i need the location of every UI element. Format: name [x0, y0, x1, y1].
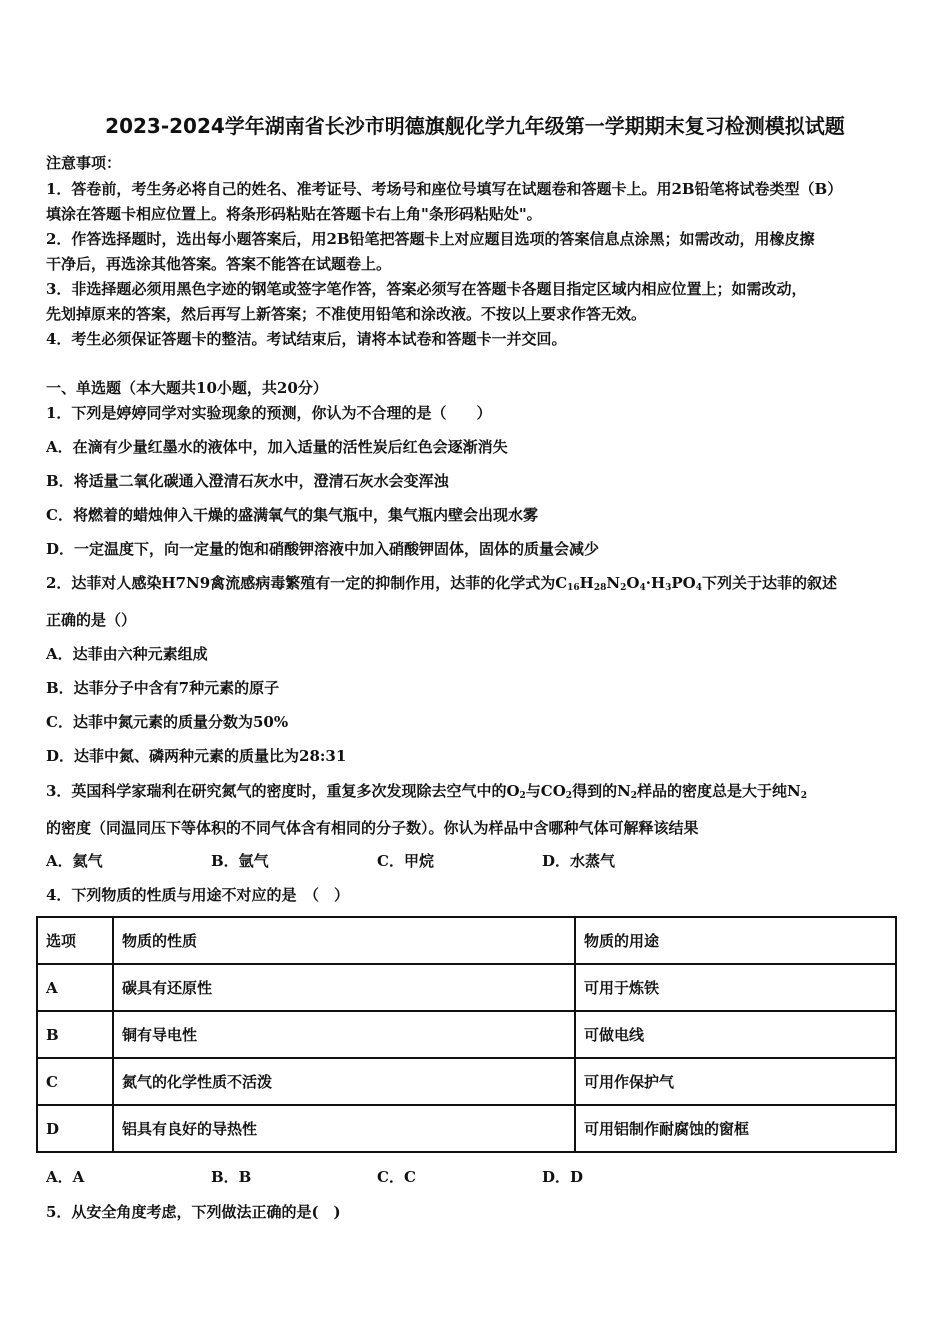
table-cell: D	[37, 1105, 113, 1152]
question-2-stem: 2．达菲对人感染H7N9禽流感病毒繁殖有一定的抑制作用，达菲的化学式为$C_{16}H_{28}N_2O_4\cdot H_3PO_4$下列关于达菲的叙述	[46, 574, 838, 593]
notice-line: 4．考生必须保证答题卡的整洁。考试结束后，请将本试卷和答题卡一并交回。	[46, 330, 567, 348]
table-header-cell: 物质的性质	[113, 917, 575, 964]
question-3-option-d: D．水蒸气	[542, 852, 616, 870]
table-cell: A	[37, 964, 113, 1011]
notice-line: 干净后，再选涂其他答案。答案不能答在试题卷上。	[46, 255, 392, 273]
question-1-stem: 1．下列是婷婷同学对实验现象的预测，你认为不合理的是（ ）	[46, 404, 492, 422]
table-header-row	[37, 917, 896, 964]
question-2-option-a: A．达菲由六种元素组成	[46, 645, 208, 663]
question-2-option-b: B．达菲分子中含有7种元素的原子	[46, 679, 280, 697]
table-cell: B	[37, 1011, 113, 1058]
table-cell: 可做电线	[575, 1011, 896, 1058]
notice-line: 1．答卷前，考生务必将自己的姓名、准考证号、考场号和座位号填写在试题卷和答题卡上。用2B铅笔将试卷类型（B）	[46, 180, 843, 198]
table-cell: 氮气的化学性质不活泼	[113, 1058, 575, 1105]
question-3-stem: 3．英国科学家瑞利在研究氮气的密度时，重复多次发现除去空气中的$O_2$与$CO_2$得到的$N_2$样品的密度总是大于纯$N_2$	[46, 782, 808, 801]
question-1-option-c: C．将燃着的蜡烛伸入干燥的盛满氧气的集气瓶中，集气瓶内壁会出现水雾	[46, 506, 538, 524]
table-header-cell: 物质的用途	[575, 917, 896, 964]
table-cell: 可用铝制作耐腐蚀的窗框	[575, 1105, 896, 1152]
question-4-stem: 4．下列物质的性质与用途不对应的是 （ ）	[46, 886, 349, 904]
section-heading: 一、单选题（本大题共10小题，共20分）	[46, 379, 328, 397]
question-3-option-c: C．甲烷	[377, 852, 434, 870]
notice-line: 先划掉原来的答案，然后再写上新答案；不准使用铅笔和涂改液。不按以上要求作答无效。	[46, 305, 647, 323]
table-cell: 碳具有还原性	[113, 964, 575, 1011]
table-cell: 铜有导电性	[113, 1011, 575, 1058]
question-4-option-d: D．D	[542, 1168, 584, 1186]
question-1-option-d: D．一定温度下，向一定量的饱和硝酸钾溶液中加入硝酸钾固体，固体的质量会减少	[46, 540, 600, 558]
question-2-option-c: C．达菲中氮元素的质量分数为50%	[46, 713, 289, 731]
notice-line: 填涂在答题卡相应位置上。将条形码粘贴在答题卡右上角"条形码粘贴处"。	[46, 205, 542, 223]
question-4-option-a: A．A	[46, 1168, 85, 1186]
notice-heading: 注意事项：	[46, 154, 122, 172]
question-4-option-b: B．B	[211, 1168, 252, 1186]
question-2-option-d: D．达菲中氮、磷两种元素的质量比为28:31	[46, 747, 347, 765]
table-row	[37, 1011, 896, 1058]
table-cell: 铝具有良好的导热性	[113, 1105, 575, 1152]
table-cell: 可用于炼铁	[575, 964, 896, 1011]
question-5-stem: 5．从安全角度考虑，下列做法正确的是( )	[46, 1203, 341, 1221]
page-title: 2023-2024学年湖南省长沙市明德旗舰化学九年级第一学期期末复习检测模拟试题	[105, 114, 845, 138]
table-row	[37, 1105, 896, 1152]
question-3-option-a: A．氦气	[46, 852, 103, 870]
question-3-option-b: B．氩气	[211, 852, 269, 870]
table-header-cell: 选项	[37, 917, 113, 964]
question-1-option-a: A．在滴有少量红墨水的液体中，加入适量的活性炭后红色会逐渐消失	[46, 438, 508, 456]
property-use-table	[36, 916, 897, 1153]
table-cell: C	[37, 1058, 113, 1105]
question-3-stem-cont: 的密度（同温同压下等体积的不同气体含有相同的分子数）。你认为样品中含哪种气体可解释该结果	[46, 819, 699, 837]
table-row	[37, 1058, 896, 1105]
question-4-option-c: C．C	[377, 1168, 416, 1186]
table-row	[37, 964, 896, 1011]
question-1-option-b: B．将适量二氧化碳通入澄清石灰水中，澄清石灰水会变浑浊	[46, 472, 449, 490]
notice-line: 2．作答选择题时，选出每小题答案后，用2B铅笔把答题卡上对应题目选项的答案信息点涂黑；如需改动，用橡皮擦	[46, 230, 815, 248]
notice-line: 3．非选择题必须用黑色字迹的钢笔或签字笔作答，答案必须写在答题卡各题目指定区域内相应位置上；如需改动，	[46, 280, 807, 298]
table-cell: 可用作保护气	[575, 1058, 896, 1105]
question-2-stem-cont: 正确的是（）	[46, 611, 137, 629]
